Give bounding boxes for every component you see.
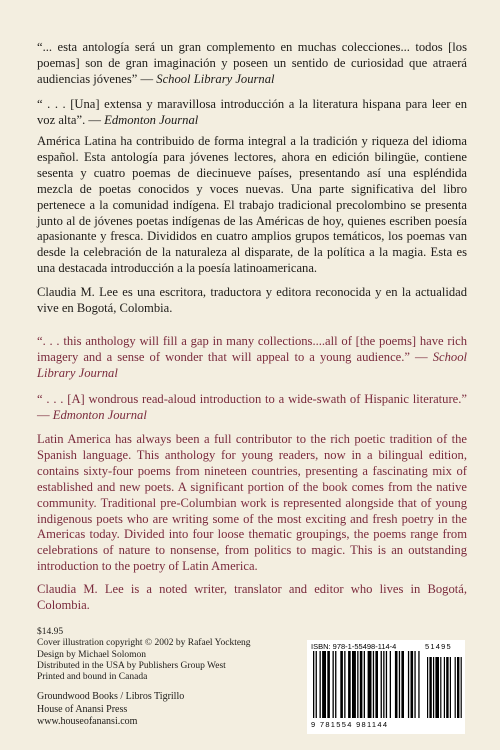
barcode-digits: 9 781554 981144 — [311, 720, 389, 729]
spanish-blurb — [37, 134, 467, 277]
quote-text: “. . . this anthology will fill a gap in many collections....all of [the poems] have rich imagery and a sense of wonder that will appeal to a young audience.” — — [37, 334, 467, 364]
design-credit: Design by Michael Solomon — [37, 649, 146, 660]
quote-source: School Library Journal — [156, 71, 275, 86]
price: $14.95 — [37, 627, 64, 637]
quote-text: “... esta antología será un gran complemento en muchas colecciones... todos [los poemas] son de gran imaginación y poseen un sentido de curiosidad que atraerá audiencias jóvenes” — — [37, 40, 467, 86]
spanish-blurb-text: América Latina ha contribuido de forma integral a la tradición y riqueza del idioma español. Esta antología para jóvenes lectores, ahora en edición bilingüe, contiene sesenta y cuatro poemas de diecinueve países, presentando así una espléndida mezcla de poetas conocidos y voces nuevas. Una parte significativa del libro pertenece a la comunidad indígena. El trabajo tradicional precolombino se presenta junto al de jóvenes poetas indígenas de las Américas de hoy, quienes escriben poesía apasionante y fresca. Divididos en cuatro amplios grupos temáticos, los poemas van desde la celebración de la naturaleza al disparate, de la política a la magia. Esta es una destacada introducción a la poesía latinoamericana. — [37, 134, 467, 276]
isbn-label: ISBN: 978-1-55498-114-4 — [311, 642, 397, 651]
printed-credit: Printed and bound in Canada — [37, 672, 148, 683]
english-quote-edmonton-journal — [37, 392, 467, 424]
barcode-addon-digits: 51495 — [425, 642, 452, 651]
spanish-bio-text: Claudia M. Lee es una escritora, traductora y editora reconocida y en la actualidad vive en Bogotá, Colombia. — [37, 285, 467, 315]
quote-source: School Library Journal — [37, 349, 467, 380]
publisher-website: www.houseofanansi.com — [37, 716, 138, 728]
spanish-author-bio — [37, 285, 467, 317]
english-quote-school-library-journal — [37, 334, 467, 382]
publisher-house: House of Anansi Press — [37, 703, 128, 715]
quote-source: Edmonton Journal — [104, 112, 199, 127]
quote-text: “ . . . [Una] extensa y maravillosa introducción a la literatura hispana para leer en voz alta”. — — [37, 97, 467, 127]
publisher-name: Groundwood Books / Libros Tigrillo — [37, 691, 185, 702]
quote-text: “ . . . [A] wondrous read-aloud introduction to a wide-swath of Hispanic literature.” — — [37, 392, 467, 422]
spanish-quote-edmonton-journal — [37, 97, 467, 129]
barcode-bars — [307, 651, 465, 721]
english-blurb — [37, 432, 467, 575]
distribution-credit: Distributed in the USA by Publishers Group West — [37, 660, 226, 671]
spanish-quote-school-library-journal — [37, 40, 467, 88]
cover-credit: Cover illustration copyright © 2002 by Rafael Yockteng — [37, 638, 251, 649]
english-author-bio — [37, 582, 467, 614]
publisher-block — [37, 691, 184, 729]
english-bio-text: Claudia M. Lee is a noted writer, translator and editor who lives in Bogotá, Colombia. — [37, 582, 467, 612]
credits-block — [37, 627, 251, 683]
english-blurb-text: Latin America has always been a full contributor to the rich poetic tradition of the Spanish language. This anthology for young readers, now in a bilingual edition, contains sixty-four poems from nineteen countries, presenting a fascinating mix of established and new poets. A significant portion of the book comes from the native community. Traditional pre-Columbian work is represented alongside that of young indigenous poets who are writing some of the most exciting and fresh poetry in the Americas today. Divided into four loose thematic groupings, the poems range from celebrations of nature to nonsense, from politics to magic. This is an outstanding introduction to the poetry of Latin America. — [37, 432, 467, 574]
quote-source: Edmonton Journal — [52, 407, 147, 422]
barcode — [307, 640, 465, 734]
